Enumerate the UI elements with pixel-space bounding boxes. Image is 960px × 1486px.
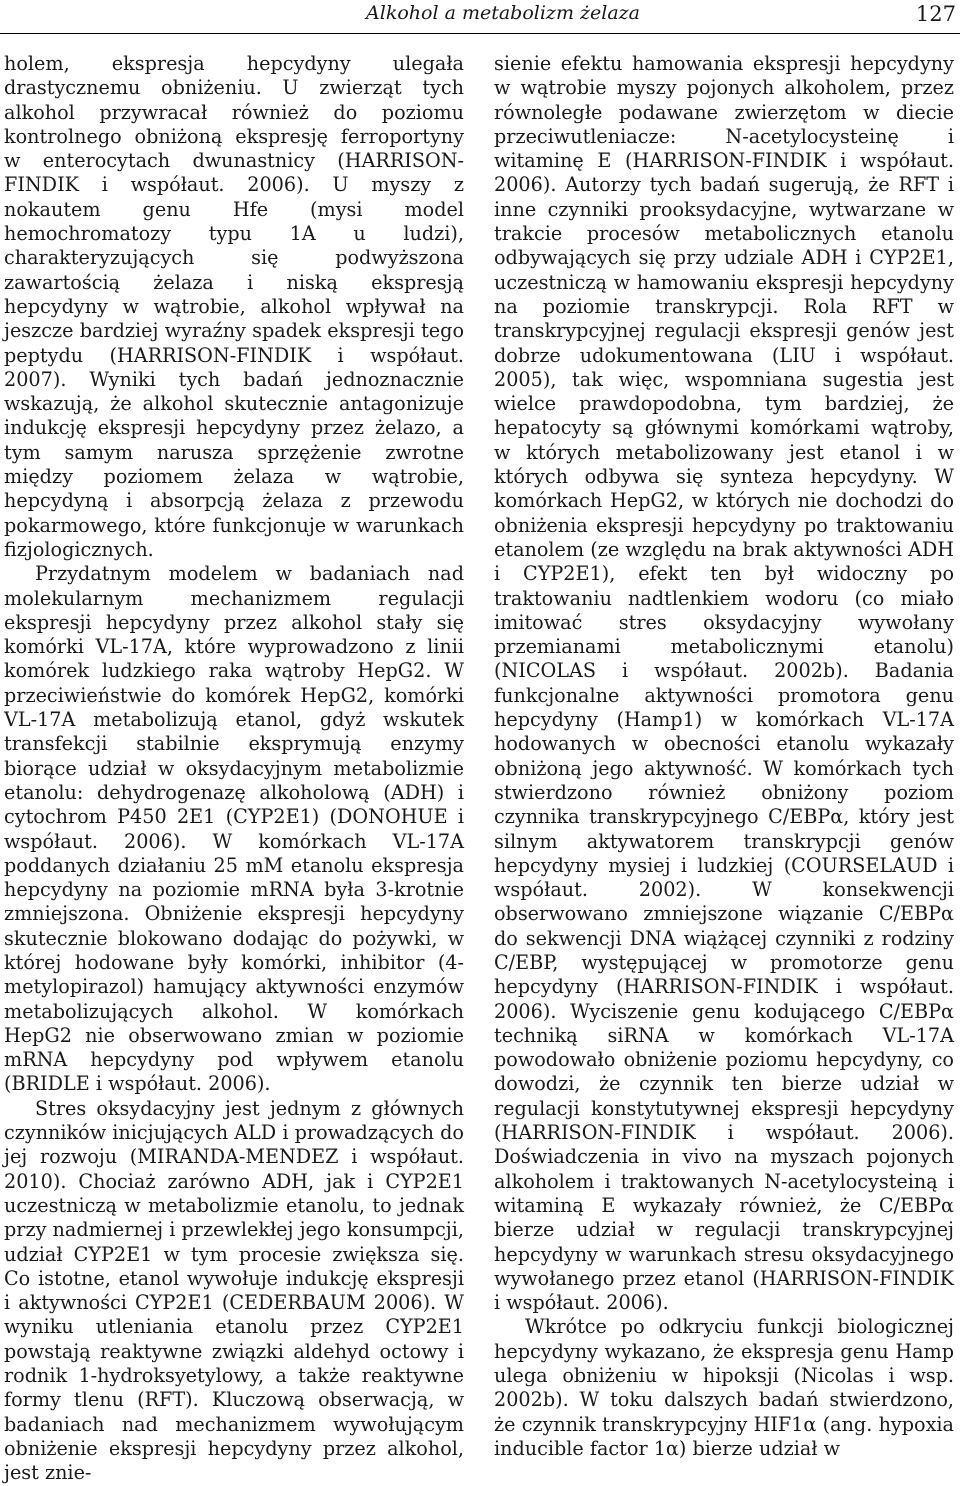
page-number: 127 [915, 2, 956, 26]
paragraph: holem, ekspresja hepcydyny ulegała drastycznemu obniżeniu. U zwierząt tych alkohol przywracał również do poziomu kontrolnego obniżoną ekspresję ferroportyny w enterocytach dwunastnicy (HARRISON-FINDIK i współaut. 2006). U myszy z nokautem genu Hfe (mysi model hemochromatozy typu 1A u ludzi), charakteryzujących się podwyższona zawartością żelaza i niską ekspresją hepcydyny w wątrobie, alkohol wpływał na jeszcze bardziej wyraźny spadek ekspresji tego peptydu (HARRISON-FINDIK i współaut. 2007). Wyniki tych badań jednoznacznie wskazują, że alkohol skutecznie antagonizuje indukcję ekspresji hepcydyny przez żelazo, a tym samym narusza sprzężenie zwrotne między poziomem żelaza w wątrobie, hepcydyną i absorpcją żelaza z przewodu pokarmowego, które funkcjonuje w warunkach fizjologicznych. [4, 52, 464, 561]
paragraph: Stres oksydacyjny jest jednym z głównych czynników inicjujących ALD i prowadzących do jej rozwoju (MIRANDA-MENDEZ i współaut. 2010). Chociaż zarówno ADH, jak i CYP2E1 uczestniczą w metabolizmie etanolu, to jednak przy nadmiernej i przewlekłej jego konsumpcji, udział CYP2E1 w tym procesie zwiększa się. Co istotne, etanol wywołuje indukcję ekspresji i aktywności CYP2E1 (CEDERBAUM 2006). W wyniku utleniania etanolu przez CYP2E1 powstają reaktywne związki aldehyd octowy i rodnik 1-hydroksyetylowy, a także reaktywne formy tlenu (RFT). Kluczową obserwacją, w badaniach nad mechanizmem wywołującym obniżenie ekspresji hepcydyny przez alkohol, jest znie- [4, 1096, 464, 1485]
running-head [0, 0, 960, 34]
paragraph: Wkrótce po odkryciu funkcji biologicznej hepcydyny wykazano, że ekspresja genu Hamp ulega obniżeniu w hipoksji (Nicolas i wsp. 2002b). W toku dalszych badań stwierdzono, że czynnik transkrypcyjny HIF1α (ang. hypoxia inducible factor 1α) bierze udział w [494, 1315, 954, 1460]
paragraph: Przydatnym modelem w badaniach nad molekularnym mechanizmem regulacji ekspresji hepcydyny przez alkohol stały się komórki VL-17A, które wyprowadzono z linii komórek ludzkiego raka wątroby HepG2. W przeciwieństwie do komórek HepG2, komórki VL-17A metabolizują etanol, gdyż wskutek transfekcji stabilnie eksprymują enzymy biorące udział w oksydacyjnym metabolizmie etanolu: dehydrogenazę alkoholową (ADH) i cytochrom P450 2E1 (CYP2E1) (DONOHUE i współaut. 2006). W komórkach VL-17A poddanych działaniu 25 mM etanolu ekspresja hepcydyny na poziomie mRNA była 3-krotnie zmniejszona. Obniżenie ekspresji hepcydyny skutecznie blokowano dodając do pożywki, w której hodowane były komórki, inhibitor (4-metylopirazol) hamujący aktywności enzymów metabolizujących alkohol. W komórkach HepG2 nie obserwowano zmian w poziomie mRNA hepcydyny pod wpływem etanolu (BRIDLE i współaut. 2006). [4, 562, 464, 1096]
running-title: Alkohol a metabolizm żelaza [366, 2, 640, 24]
paragraph: sienie efektu hamowania ekspresji hepcydyny w wątrobie myszy pojonych alkoholem, przez równoległe podawane zwierzętom w diecie przeciwutleniacze: N-acetylocysteinę i witaminę E (HARRISON-FINDIK i współaut. 2006). Autorzy tych badań sugerują, że RFT i inne czynniki prooksydacyjne, wytwarzane w trakcie procesów metabolicznych etanolu odbywających się przy udziale ADH i CYP2E1, uczestniczą w hamowaniu ekspresji hepcydyny na poziomie transkrypcji. Rola RFT w transkrypcyjnej regulacji ekspresji genów jest dobrze udokumentowana (LIU i współaut. 2005), tak więc, wspomniana sugestia jest wielce prawdopodobna, tym bardziej, że hepatocyty są głównymi komórkami wątroby, w których metabolizowany jest etanol i w których odbywa się synteza hepcydyny. W komórkach HepG2, w których nie dochodzi do obniżenia ekspresji hepcydyny po traktowaniu etanolem (ze względu na brak aktywności ADH i CYP2E1), efekt ten był widoczny po traktowaniu nadtlenkiem wodoru (co miało imitować stres oksydacyjny wywołany przemianami metabolicznymi etanolu) (NICOLAS i współaut. 2002b). Badania funkcjonalne aktywności promotora genu hepcydyny (Hamp1) w komórkach VL-17A hodowanych w obecności etanolu wykazały obniżoną jego aktywność. W komórkach tych stwierdzono również obniżony poziom czynnika transkrypcyjnego C/EBPα, który jest silnym aktywatorem transkrypcji genów hepcydyny mysiej i ludzkiej (COURSELAUD i współaut. 2002). W konsekwencji obserwowano zmniejszone wiązanie C/EBPα do sekwencji DNA wiążącej czynniki z rodziny C/EBP, występującej w promotorze genu hepcydyny (HARRISON-FINDIK i współaut. 2006). Wyciszenie genu kodującego C/EBPα techniką siRNA w komórkach VL-17A powodowało obniżenie poziomu hepcydyny, co dowodzi, że czynnik ten bierze udział w regulacji konstytutywnej ekspresji hepcydyny (HARRISON-FINDIK i współaut. 2006). Doświadczenia in vivo na myszach pojonych alkoholem i traktowanych N-acetylocysteiną i witaminą E wykazały również, że C/EBPα bierze udział w regulacji transkrypcyjnej hepcydyny w warunkach stresu oksydacyjnego wywołanego przez etanol (HARRISON-FINDIK i współaut. 2006). [494, 52, 954, 1315]
header-rule [0, 33, 960, 34]
right-column [494, 52, 954, 1460]
left-column [4, 52, 464, 1485]
